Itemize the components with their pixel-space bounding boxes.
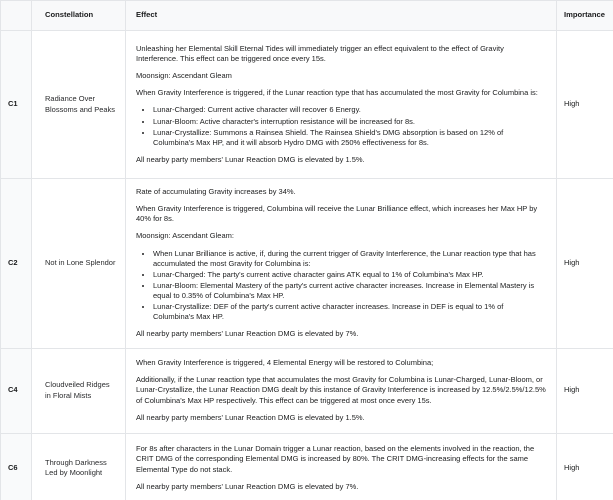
table-row-c2 bbox=[1, 179, 613, 349]
effect-paragraph: Additionally, if the Lunar reaction type that accumulates the most Gravity for Columbina is Lunar-Charged, Lunar-Bloom, or Lunar-Crystallize, the Lunar Reaction DMG dealt by this instance of Gravity Interference is increased by 12.5%/2.5%/12.5% of Columbina's Max HP respectively. This effect can be triggered at most once every 15s. bbox=[136, 375, 546, 405]
effect-paragraph: Rate of accumulating Gravity increases by 34%. bbox=[136, 187, 296, 196]
column-header-effect: Effect bbox=[126, 1, 557, 31]
constellation-name: Cloudveiled Ridges in Floral Mists bbox=[32, 348, 126, 433]
header-row bbox=[1, 1, 613, 31]
constellation-key: C6 bbox=[1, 433, 32, 500]
effect-paragraph: Unleashing her Elemental Skill Eternal Tides will immediately trigger an effect equivalent to the effect of Gravity Interference. This effect can be triggered once every 15s. bbox=[136, 43, 504, 64]
constellation-key: C2 bbox=[1, 179, 32, 349]
effect-paragraph: Moonsign: Ascendant Gleam bbox=[136, 71, 232, 81]
table-row-c6 bbox=[1, 433, 613, 500]
effect-paragraph: All nearby party members' Lunar Reaction DMG is elevated by 1.5%. bbox=[136, 412, 365, 422]
column-header-constellation: Constellation bbox=[32, 1, 126, 31]
constellation-name: Not in Lone Splendor bbox=[32, 179, 126, 349]
column-header-importance: Importance bbox=[557, 1, 613, 31]
table-row-c1 bbox=[1, 31, 613, 179]
effect-paragraph: Moonsign: Ascendant Gleam: bbox=[136, 231, 234, 241]
constellation-name: Radiance Over Blossoms and Peaks bbox=[32, 31, 126, 179]
effect-bullet: • Lunar-Crystallize: Summons a Rainsea Shield. The Rainsea Shield's DMG absorption is based on 12% of Columbina's Max HP, and it will absorb Hydro DMG with 250% effectiveness for 8s. bbox=[153, 128, 546, 148]
effect-bullet-list bbox=[136, 249, 546, 323]
importance-cell: High bbox=[557, 433, 613, 500]
effect-cell bbox=[126, 179, 557, 349]
effect-paragraph: All nearby party members' Lunar Reaction DMG is elevated by 7%. bbox=[136, 481, 359, 491]
effect-bullet: • Lunar-Bloom: Active character's interruption resistance will be increased for 8s. bbox=[153, 117, 546, 127]
effect-bullet: • Lunar-Charged: The party's current active character gains ATK equal to 1% of Columbina's Max HP. bbox=[153, 270, 546, 280]
effect-paragraph: When Gravity Interference is triggered, Columbina will receive the Lunar Brilliance effect, which increases her Max HP by 40% for 8s. bbox=[136, 204, 538, 224]
effect-cell bbox=[126, 31, 557, 179]
effect-bullet: • Lunar-Bloom: Elemental Mastery of the party's current active character increases. Increase in Elemental Mastery is equal to 0.35% of Columbina's Max HP. bbox=[153, 281, 546, 301]
effect-paragraph: For 8s after characters in the Lunar Domain trigger a Lunar reaction, based on the elements involved in the reaction, the CRIT DMG of the corresponding Elemental DMG is increased by 80%. The CRIT DMG-increasing effects for the same Elemental Type do not stack. bbox=[136, 444, 535, 474]
effect-paragraph: All nearby party members' Lunar Reaction DMG is elevated by 1.5%. bbox=[136, 154, 365, 164]
effect-paragraph: All nearby party members' Lunar Reaction DMG is elevated by 7%. bbox=[136, 329, 359, 339]
constellation-key: C1 bbox=[1, 31, 32, 179]
importance-cell: High bbox=[557, 31, 613, 179]
importance-cell: High bbox=[557, 179, 613, 349]
effect-paragraph: When Gravity Interference is triggered, 4 Elemental Energy will be restored to Columbina; bbox=[136, 358, 434, 368]
constellation-key: C4 bbox=[1, 348, 32, 433]
effect-paragraph: When Gravity Interference is triggered, if the Lunar reaction type that has accumulated the most Gravity for Columbina is: bbox=[136, 88, 538, 98]
column-header-key bbox=[1, 1, 32, 31]
effect-bullet-list bbox=[136, 105, 546, 148]
table-row-c4 bbox=[1, 348, 613, 433]
effect-cell bbox=[126, 348, 557, 433]
constellation-name: Through Darkness Led by Moonlight bbox=[32, 433, 126, 500]
effect-bullet: • When Lunar Brilliance is active, if, during the current trigger of Gravity Interference, the Lunar reaction type that has accumulated the most Gravity for Columbina is: bbox=[153, 249, 546, 269]
effect-bullet: • Lunar-Charged: Current active character will recover 6 Energy. bbox=[153, 105, 546, 115]
importance-cell: High bbox=[557, 348, 613, 433]
effect-cell bbox=[126, 433, 557, 500]
effect-bullet: • Lunar-Crystallize: DEF of the party's current active character increases. Increase in DEF is equal to 1% of Columbina's Max HP. bbox=[153, 302, 546, 322]
